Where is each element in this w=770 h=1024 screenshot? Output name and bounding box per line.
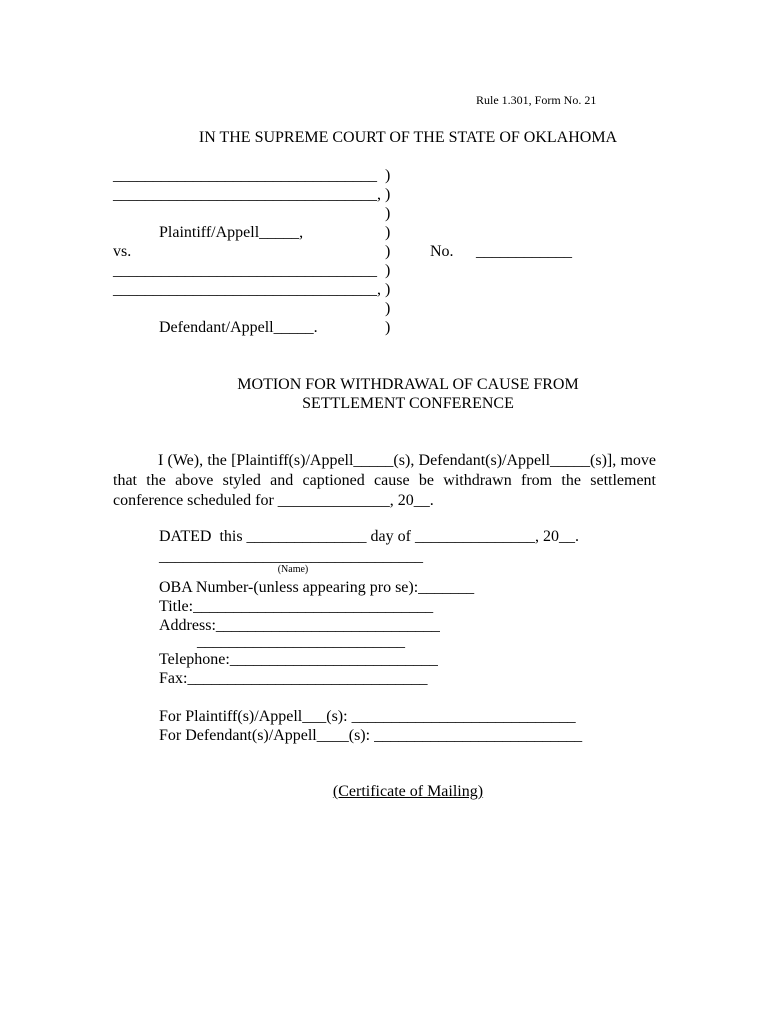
dated-line: DATED this _______________ day of _______________, 20__. — [159, 528, 579, 545]
defendant-name-line-1: _________________________________ ) — [113, 262, 391, 279]
plaintiff-name-line-1: _________________________________ ) — [113, 167, 391, 184]
signature-line: _________________________________ — [159, 548, 423, 565]
for-plaintiff-line: For Plaintiff(s)/Appell___(s): ____________________________ — [159, 708, 576, 725]
defendant-name-line-2: _________________________________, ) — [113, 281, 391, 298]
motion-title-line-1: MOTION FOR WITHDRAWAL OF CAUSE FROM — [237, 376, 579, 393]
court-heading: IN THE SUPREME COURT OF THE STATE OF OKLAHOMA — [198, 129, 618, 146]
plaintiff-name-line-2: _________________________________, ) — [113, 186, 391, 203]
address-line: Address:____________________________ — [159, 617, 440, 634]
caption-paren: ) — [385, 300, 391, 317]
caption-paren: ) — [385, 205, 391, 222]
plaintiff-label: Plaintiff/Appell_____, — [159, 224, 304, 241]
defendant-label: Defendant/Appell_____. — [159, 319, 318, 336]
caption-paren: ) — [385, 243, 391, 260]
telephone-line: Telephone:__________________________ — [159, 651, 438, 668]
oba-number-line: OBA Number-(unless appearing pro se):_______ — [159, 579, 475, 596]
motion-paragraph: I (We), the [Plaintiff(s)/Appell_____(s), Defendant(s)/Appell_____(s)], move that the above styled and captioned cause be withdrawn from the settlement conference scheduled for ______________, 20__. — [113, 452, 656, 509]
name-caption: (Name) — [277, 564, 309, 575]
case-number-blank: ____________ — [476, 243, 572, 260]
versus-label: vs. — [113, 243, 132, 260]
caption-paren: ) — [385, 319, 391, 336]
address-line-2: __________________________ — [197, 633, 405, 650]
certificate-of-mailing: (Certificate of Mailing) — [332, 783, 484, 800]
fax-line: Fax:______________________________ — [159, 670, 428, 687]
for-defendant-line: For Defendant(s)/Appell____(s): __________________________ — [159, 727, 583, 744]
title-line: Title:______________________________ — [159, 598, 434, 615]
motion-title-line-2: SETTLEMENT CONFERENCE — [302, 395, 514, 412]
caption-paren: ) — [385, 224, 391, 241]
case-number-label: No. — [430, 243, 454, 260]
rule-reference: Rule 1.301, Form No. 21 — [476, 93, 597, 107]
